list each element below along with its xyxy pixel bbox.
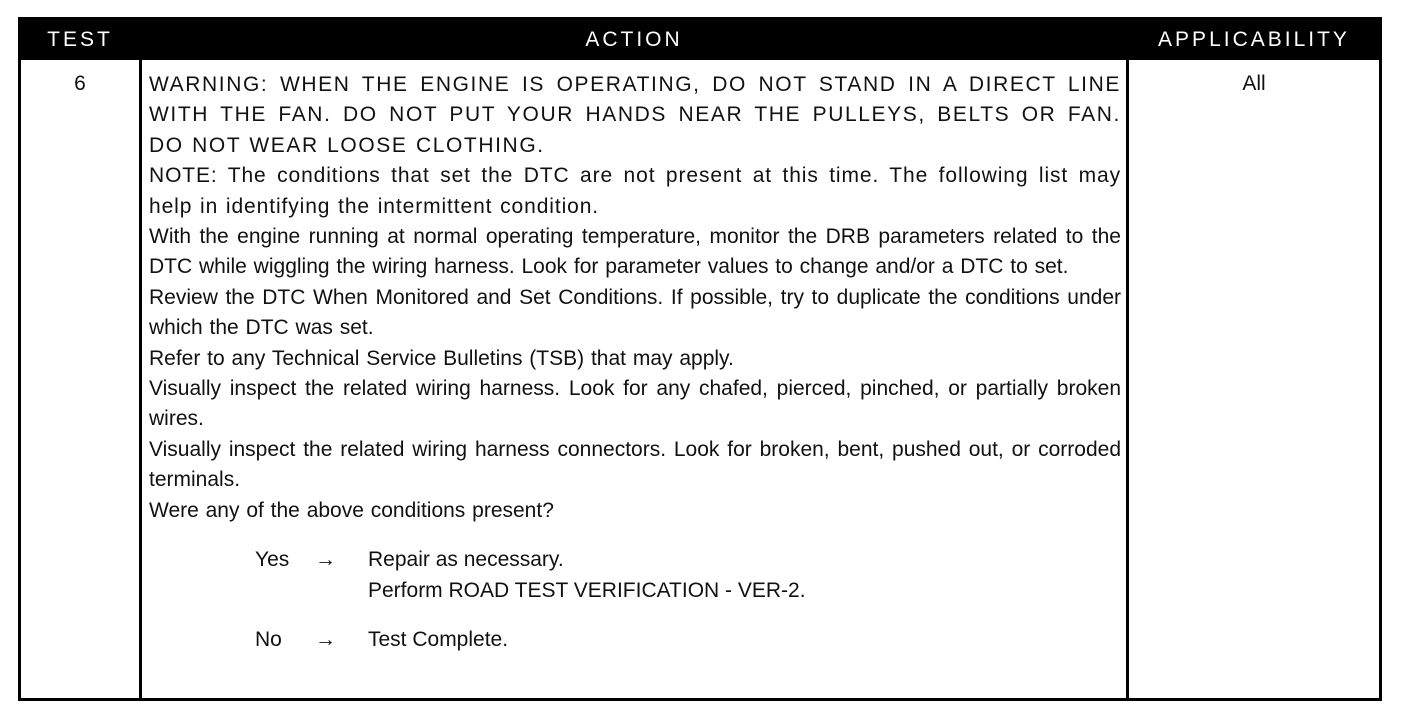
warning-text: WARNING: WHEN THE ENGINE IS OPERATING, DO NOT STAND IN A DIRECT LINE WITH THE FAN. DO NOT PUT YOUR HANDS NEAR THE PULLEYS, BELTS OR FAN. DO NOT WEAR LOOSE CLOTHING. — [149, 73, 1121, 157]
answer-yes-result-line: Repair as necessary. — [368, 548, 564, 572]
arrow-icon: → — [315, 548, 336, 572]
diagnostic-test-table — [18, 17, 1382, 701]
instruction-text: With the engine running at normal operating temperature, monitor the DRB parameters related to the DTC while wiggling the wiring harness. Look for parameter values to change and/or a DTC to set. — [149, 225, 1121, 279]
header-test: TEST — [47, 28, 113, 51]
instruction-text: Review the DTC When Monitored and Set Conditions. If possible, try to duplicate the conditions under which the DTC was set. — [149, 285, 1121, 340]
table-header — [21, 20, 1379, 60]
column-divider — [139, 60, 142, 698]
header-action: ACTION — [585, 28, 683, 51]
answer-list — [255, 544, 1121, 655]
arrow-icon: → — [315, 628, 336, 652]
answer-no-result-line: Test Complete. — [368, 628, 509, 652]
question-text: Were any of the above conditions present? — [149, 498, 554, 522]
instruction-text: Visually inspect the related wiring harness connectors. Look for broken, bent, pushed out, or corroded terminals. — [149, 437, 1121, 492]
answer-yes-label: Yes — [255, 548, 290, 572]
action-cell — [149, 70, 1121, 673]
column-divider — [1126, 60, 1129, 698]
instruction-text: Visually inspect the related wiring harness. Look for any chafed, pierced, pinched, or partially broken wires. — [149, 377, 1121, 431]
answer-no — [255, 624, 1121, 655]
answer-yes-result-line: Perform ROAD TEST VERIFICATION - VER-2. — [368, 579, 806, 603]
instruction-text: Refer to any Technical Service Bulletins (TSB) that may apply. — [149, 346, 734, 370]
note-text: NOTE: The conditions that set the DTC are not present at this time. The following list may help in identifying the intermittent condition. — [149, 164, 1121, 218]
test-number: 6 — [74, 72, 86, 95]
applicability-value: All — [1242, 72, 1266, 95]
answer-no-result — [368, 624, 1121, 655]
answer-yes — [255, 544, 1121, 606]
answer-yes-result — [368, 544, 1121, 606]
header-applicability: APPLICABILITY — [1158, 28, 1350, 51]
answer-no-label: No — [255, 628, 282, 652]
